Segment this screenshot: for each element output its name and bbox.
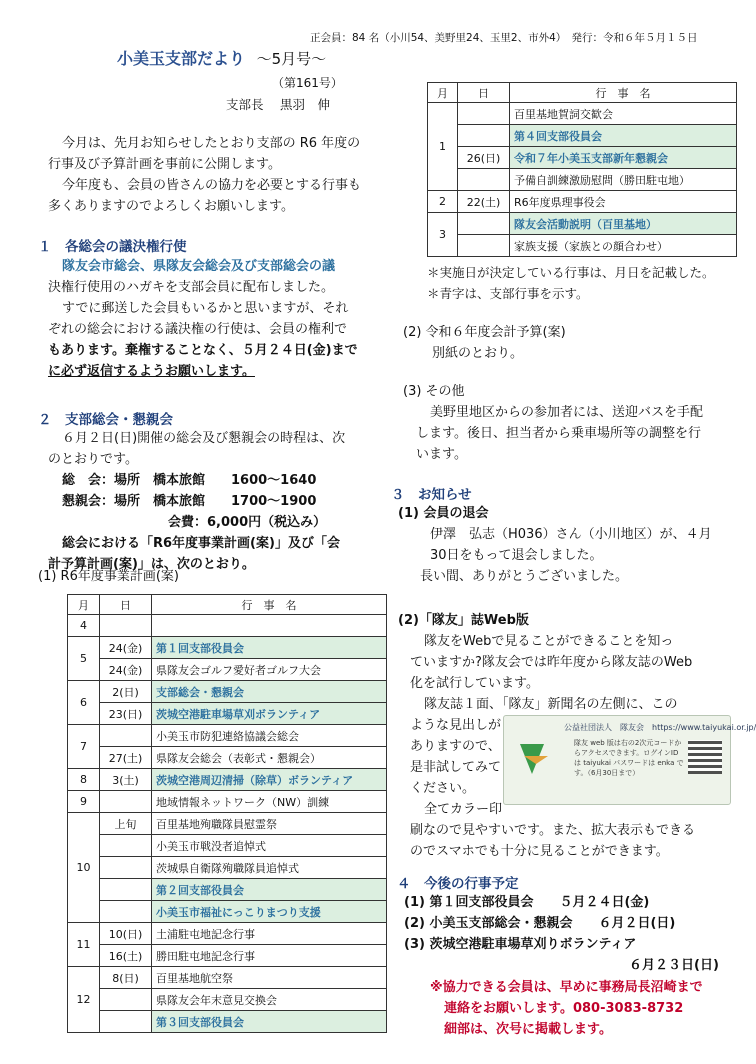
table-row bbox=[428, 191, 737, 213]
intro-block bbox=[48, 133, 388, 217]
table-note-1: ＊実施日が決定している行事は、月日を記載した。 bbox=[427, 265, 715, 280]
event-cell: 土浦駐屯地記念行事 bbox=[152, 923, 387, 945]
day-cell bbox=[458, 125, 510, 147]
withdrawal-heading: (1) 会員の退会 bbox=[398, 506, 489, 521]
schedule-date: ６月２３日(日) bbox=[629, 958, 719, 973]
web-header-image bbox=[503, 715, 756, 805]
table-header-row bbox=[68, 595, 387, 615]
table-row bbox=[68, 1011, 387, 1033]
schedule-table-2 bbox=[427, 82, 737, 257]
other-body bbox=[416, 402, 736, 465]
day-cell bbox=[458, 235, 510, 257]
table-row bbox=[68, 791, 387, 813]
issue-meta: 正会員：84 名（小川54、美野里24、玉里2、市外4） 発行：令和６年５月１５日 bbox=[310, 32, 698, 44]
header-event: 行 事 名 bbox=[152, 595, 387, 615]
day-cell: 27(土) bbox=[100, 747, 152, 769]
event-cell: 小美玉市防犯連絡協議会総会 bbox=[152, 725, 387, 747]
month-cell: 3 bbox=[428, 213, 458, 257]
event-cell: 茨城空港駐車場草刈ボランティア bbox=[152, 703, 387, 725]
month-cell: 10 bbox=[68, 813, 100, 923]
table-row bbox=[68, 989, 387, 1011]
event-cell: 第３回支部役員会 bbox=[152, 1011, 387, 1033]
event-cell: 県隊友会年末意見交換会 bbox=[152, 989, 387, 1011]
intro-line: 今年度も、会員の皆さんの協力を必要とする行事も bbox=[62, 178, 362, 193]
table-row bbox=[68, 857, 387, 879]
image-text: 隊友 web 版は右の2次元コードからアクセスできます。ログインID は taiyukai パスワードは enka です。（6月30日まで） bbox=[574, 739, 684, 777]
day-cell: 16(土) bbox=[100, 945, 152, 967]
table-row bbox=[428, 213, 737, 235]
event-cell: 百里基地航空祭 bbox=[152, 967, 387, 989]
web-line: 隊友をWebで見ることができることを知っ bbox=[424, 634, 674, 649]
table-row bbox=[68, 923, 387, 945]
other-line: します。後日、担当者から乗車場所等の調整を行 bbox=[416, 426, 701, 441]
table-row bbox=[68, 703, 387, 725]
withdrawal-line: 伊澤 弘志（H036）さん（小川地区）が、４月 bbox=[430, 527, 712, 542]
event-cell: 家族支援（家族との顔合わせ） bbox=[510, 235, 737, 257]
month-cell: 12 bbox=[68, 967, 100, 1033]
section2-line: ６月２日(日)開催の総会及び懇親会の時程は、次 bbox=[62, 431, 346, 446]
section1-line: すでに郵送した会員もいるかと思いますが、それ bbox=[62, 301, 349, 316]
contact-line: ※協力できる会員は、早めに事務局長沼崎まで bbox=[430, 980, 703, 995]
other-heading: (3) その他 bbox=[403, 384, 465, 399]
withdrawal-line: 長い間、ありがとうございました。 bbox=[420, 569, 629, 584]
day-cell: 8(日) bbox=[100, 967, 152, 989]
newsletter-title bbox=[117, 46, 326, 69]
table-row bbox=[428, 169, 737, 191]
day-cell bbox=[100, 857, 152, 879]
event-cell: 県隊友会ゴルフ愛好者ゴルフ大会 bbox=[152, 659, 387, 681]
issue-number: （第161号） bbox=[272, 76, 343, 90]
day-cell bbox=[100, 901, 152, 923]
event-cell: 小美玉市福祉にっこりまつり支援 bbox=[152, 901, 387, 923]
table-header-row bbox=[428, 83, 737, 103]
table-row bbox=[68, 615, 387, 637]
table-row bbox=[68, 813, 387, 835]
budget-heading: (2) 令和６年度会計予算(案) bbox=[403, 325, 566, 340]
contact-line: 細部は、次号に掲載します。 bbox=[444, 1022, 612, 1037]
event-cell: 隊友会活動説明（百里基地） bbox=[510, 213, 737, 235]
web-line: 刷なので見やすいです。また、拡大表示もできる bbox=[410, 823, 695, 838]
web-heading: (2)「隊友」誌Web版 bbox=[398, 613, 529, 628]
event-cell: 予備自訓練激励慰問（勝田駐屯地） bbox=[510, 169, 737, 191]
web-line: ていますか?隊友会では昨年度から隊友誌のWeb bbox=[410, 655, 693, 670]
day-cell: 23(日) bbox=[100, 703, 152, 725]
table-row bbox=[428, 125, 737, 147]
section1-line: 決権行使用のハガキを支部会員に配布しました。 bbox=[48, 280, 335, 295]
event-cell: 第２回支部役員会 bbox=[152, 879, 387, 901]
header-event: 行 事 名 bbox=[510, 83, 737, 103]
table-row bbox=[68, 659, 387, 681]
day-cell: 26(日) bbox=[458, 147, 510, 169]
schedule-list bbox=[404, 892, 744, 976]
web-line: ような見出しが bbox=[410, 718, 502, 733]
web-line: 化を試行しています。 bbox=[410, 676, 539, 691]
event-cell: 百里基地賀詞交歓会 bbox=[510, 103, 737, 125]
event-cell: 令和７年小美玉支部新年懇親会 bbox=[510, 147, 737, 169]
schedule-item: (2) 小美玉支部総会・懇親会 ６月２日(日) bbox=[404, 916, 676, 931]
day-cell: 上旬 bbox=[100, 813, 152, 835]
month-cell: 4 bbox=[68, 615, 100, 637]
plan-line: 計予算計画(案)」は、次のとおり。 bbox=[48, 557, 255, 572]
author-line: 支部長 黒羽 伸 bbox=[226, 97, 330, 112]
event-cell: 百里基地殉職隊員慰霊祭 bbox=[152, 813, 387, 835]
day-cell bbox=[100, 725, 152, 747]
month-cell: 11 bbox=[68, 923, 100, 967]
event-cell: R6年度県理事役会 bbox=[510, 191, 737, 213]
month-cell: 8 bbox=[68, 769, 100, 791]
section1-line: ぞれの総会における議決権の行使は、会員の権利で bbox=[48, 322, 348, 337]
section1-heading: １ 各総会の議決権行使 bbox=[38, 239, 187, 255]
day-cell bbox=[458, 169, 510, 191]
other-line: 美野里地区からの参加者には、送迎バスを手配 bbox=[430, 405, 704, 420]
fee-line: 会費：6,000円（税込み） bbox=[168, 515, 327, 530]
day-cell bbox=[100, 791, 152, 813]
withdrawal-body bbox=[416, 524, 741, 587]
event-cell: 支部総会・懇親会 bbox=[152, 681, 387, 703]
month-cell: 7 bbox=[68, 725, 100, 769]
schedule-item: (1) 第１回支部役員会 ５月２４日(金) bbox=[404, 895, 650, 910]
plan-subheading: (1) R6年度事業計画(案) bbox=[38, 569, 179, 584]
day-cell: 10(日) bbox=[100, 923, 152, 945]
sokai-line: 総 会：場所 橋本旅館 1600～1640 bbox=[62, 473, 317, 488]
table-row bbox=[68, 945, 387, 967]
day-cell: 24(金) bbox=[100, 659, 152, 681]
intro-line: 多くありますのでよろしくお願いします。 bbox=[48, 199, 294, 214]
other-line: います。 bbox=[416, 447, 467, 462]
section1-line: 隊友会市総会、県隊友会総会及び支部総会の議 bbox=[62, 259, 336, 274]
section3-heading: ３ お知らせ bbox=[391, 487, 472, 503]
qr-code-icon bbox=[688, 740, 722, 774]
web-line: 隊友誌１面、「隊友」新聞名の左側に、この bbox=[424, 697, 678, 712]
event-cell: 勝田駐屯地記念行事 bbox=[152, 945, 387, 967]
header-month: 月 bbox=[68, 595, 100, 615]
table-row bbox=[68, 901, 387, 923]
table-row bbox=[68, 835, 387, 857]
table-row bbox=[68, 747, 387, 769]
taiyukai-logo-icon bbox=[514, 734, 554, 778]
web-line: ください。 bbox=[410, 781, 476, 796]
table-row bbox=[68, 725, 387, 747]
month-cell: 9 bbox=[68, 791, 100, 813]
table-note-2: ＊青字は、支部行事を示す。 bbox=[427, 286, 589, 301]
table-row bbox=[68, 879, 387, 901]
event-cell: 小美玉市戦没者追悼式 bbox=[152, 835, 387, 857]
web-line: ありますので、 bbox=[410, 739, 501, 754]
budget-body: 別紙のとおり。 bbox=[432, 346, 524, 361]
web-line: のでスマホでも十分に見ることができます。 bbox=[410, 844, 669, 859]
contact-line: 連絡をお願いします。080-3083-8732 bbox=[444, 1001, 684, 1016]
table-row bbox=[68, 769, 387, 791]
day-cell bbox=[458, 213, 510, 235]
day-cell: 24(金) bbox=[100, 637, 152, 659]
day-cell bbox=[458, 103, 510, 125]
day-cell bbox=[100, 615, 152, 637]
section1-line: もあります。棄権することなく、５月２４日(金)まで bbox=[48, 343, 358, 358]
header-day: 日 bbox=[458, 83, 510, 103]
plan-line: 総会における「R6年度事業計画(案)」及び「会 bbox=[62, 536, 340, 551]
web-line: 是非試してみて bbox=[410, 760, 502, 775]
subtitle-text: ～5月号～ bbox=[256, 50, 327, 68]
section4-heading: ４ 今後の行事予定 bbox=[397, 876, 519, 892]
web-line: 全てカラー印 bbox=[424, 802, 503, 817]
day-cell bbox=[100, 989, 152, 1011]
image-caption: 公益社団法人 隊友会 https://www.taiyukai.or.jp/ bbox=[564, 723, 756, 732]
month-cell: 6 bbox=[68, 681, 100, 725]
section1-line: に必ず返信するようお願いします。 bbox=[48, 364, 255, 379]
day-cell: 2(日) bbox=[100, 681, 152, 703]
day-cell bbox=[100, 1011, 152, 1033]
event-cell bbox=[152, 615, 387, 637]
table-row bbox=[428, 103, 737, 125]
month-cell: 2 bbox=[428, 191, 458, 213]
month-cell: 5 bbox=[68, 637, 100, 681]
day-cell bbox=[100, 835, 152, 857]
event-cell: 第１回支部役員会 bbox=[152, 637, 387, 659]
title-text: 小美玉支部だより bbox=[117, 49, 246, 68]
section2-heading: ２ 支部総会・懇親会 bbox=[38, 412, 173, 428]
day-cell bbox=[100, 879, 152, 901]
section2-body bbox=[48, 428, 393, 575]
table-row bbox=[68, 967, 387, 989]
table-row bbox=[68, 681, 387, 703]
day-cell: 3(土) bbox=[100, 769, 152, 791]
intro-line: 今月は、先月お知らせしたとおり支部の R6 年度の bbox=[62, 136, 361, 151]
event-cell: 県隊友会総会（表彰式・懇親会） bbox=[152, 747, 387, 769]
event-cell: 第４回支部役員会 bbox=[510, 125, 737, 147]
contact-block bbox=[430, 977, 745, 1040]
event-cell: 地域情報ネットワーク（NW）訓練 bbox=[152, 791, 387, 813]
event-cell: 茨城空港周辺清掃（除草）ボランティア bbox=[152, 769, 387, 791]
konshinkai-line: 懇親会：場所 橋本旅館 1700～1900 bbox=[62, 494, 317, 509]
table-row bbox=[428, 235, 737, 257]
section2-line: のとおりです。 bbox=[48, 452, 138, 467]
intro-line: 行事及び予算計画を事前に公開します。 bbox=[48, 157, 281, 172]
table-row bbox=[68, 637, 387, 659]
withdrawal-line: 30日をもって退会しました。 bbox=[430, 548, 603, 563]
section1-body bbox=[48, 256, 393, 382]
event-cell: 茨城県自衛隊殉職隊員追悼式 bbox=[152, 857, 387, 879]
header-day: 日 bbox=[100, 595, 152, 615]
header-month: 月 bbox=[428, 83, 458, 103]
schedule-item: (3) 茨城空港駐車場草刈りボランティア bbox=[404, 937, 637, 952]
month-cell: 1 bbox=[428, 103, 458, 191]
schedule-table-1 bbox=[67, 594, 387, 1033]
day-cell: 22(土) bbox=[458, 191, 510, 213]
table-row bbox=[428, 147, 737, 169]
